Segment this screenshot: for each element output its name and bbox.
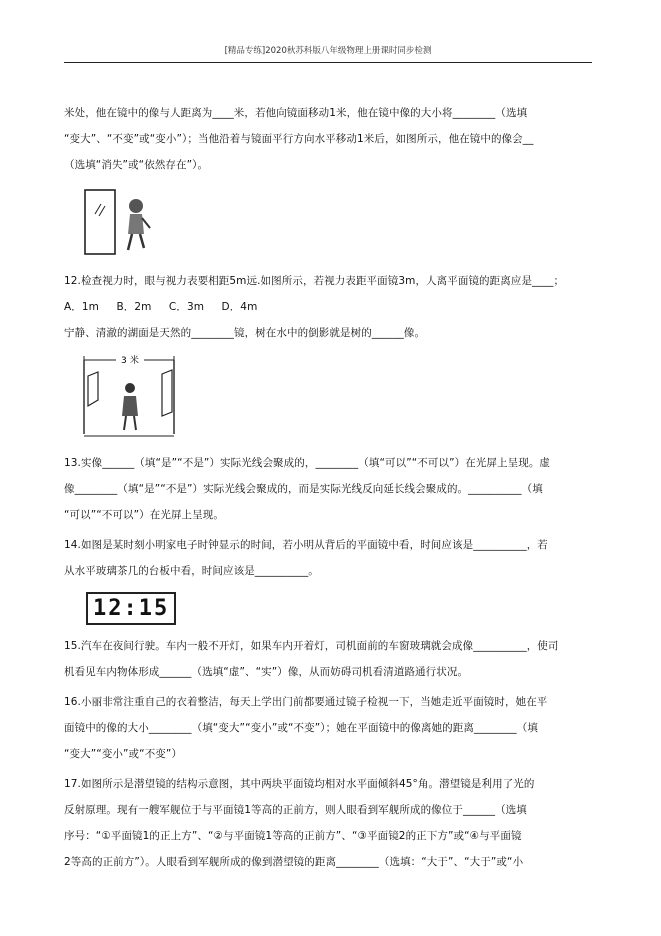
person-head [125,383,135,393]
q16-line-3: “变大”“变小”或“不变”） [64,748,183,760]
distance-label: 3 米 [121,356,139,366]
q13-line-3: “可以”“不可以”）在光屏上呈现。 [64,509,224,521]
person-body [128,214,144,234]
q12-figure [64,350,592,446]
document-body [64,100,592,875]
q12-stem: 12.检查视力时，眼与视力表要相距5m远.如图所示，若视力表距平面镜3m，人离平面镜的距离应是____； [64,275,565,287]
q11-line-3: （选填“消失”或“依然存在”）。 [64,159,209,171]
q14-figure [86,592,592,625]
q17-line-2: 反射原理。现有一艘军舰位于与平面镜1等高的正前方，则人眼看到军舰所成的像位于______（选填 [64,804,527,816]
question-15 [64,633,592,685]
q13-line-2: 像________（填“是”“不是”）实际光线会聚成的，而是实际光线反向延长线会聚成的。__________（填 [64,483,543,495]
q12-option-b: B．2m [116,301,152,313]
header-title: [精品专练]2020秋苏科版八年级物理上册课时同步检测 [224,46,432,56]
q14-line-2: 从水平玻璃茶几的台板中看，时间应该是__________。 [64,565,319,577]
person-body [122,396,138,416]
q12-extra: 宁静、清澈的湖面是天然的________镜，树在水中的倒影就是树的______像。 [64,327,426,339]
eye-chart-shape [88,372,98,406]
question-12 [64,268,592,446]
q17-line-4: 2等高的正前方”）。人眼看到军舰所成的像到潜望镜的距离________（选填：“大于”、“大于”或“小 [64,856,524,868]
question-13 [64,450,592,528]
q13-line-1: 13.实像______（填“是”“不是”）实际光线会聚成的，________（填“可以”“不可以”）在光屏上呈现。虚 [64,457,551,469]
eye-chart-mirror-diagram [64,350,204,442]
q14-line-1: 14.如图是某时刻小明家电子时钟显示的时间，若小明从背后的平面镜中看，时间应该是__________，若 [64,539,548,551]
question-14 [64,532,592,625]
q12-option-d: D．4m [221,301,258,313]
q12-options [64,294,592,320]
q15-line-1: 15.汽车在夜间行驶。车内一般不开灯，如果车内开着灯，司机面前的车窗玻璃就会成像__________，使司 [64,640,559,652]
page-header [64,44,592,63]
person-head [129,199,143,213]
q17-line-1: 17.如图所示是潜望镜的结构示意图，其中两块平面镜均相对水平面倾斜45°角。潜望镜是利用了光的 [64,778,535,790]
q12-option-a: A．1m [64,301,99,313]
q15-line-2: 机看见车内物体形成______（选填“虚”、“实”）像，从而妨碍司机看清道路通行状况。 [64,666,469,678]
mirror-person-illustration [64,184,164,260]
q12-option-c: C．3m [168,301,205,313]
plane-mirror-shape [162,370,172,416]
question-11 [64,100,592,264]
q11-figure [64,184,592,264]
q17-line-3: 序号：“①平面镜1的正上方”、“②与平面镜1等高的正前方”、“③平面镜2的正下方”或“④与平面镜 [64,830,522,842]
question-16 [64,689,592,767]
q11-line-2: “变大”、“不变”或“变小”）；当他沿着与镜面平行方向水平移动1米后，如图所示，他在镜中的像会__ [64,133,534,145]
q16-line-1: 16.小丽非常注重自己的衣着整洁，每天上学出门前都要通过镜子检视一下，当她走近平面镜时，她在平 [64,696,548,708]
q11-line-1: 米处，他在镜中的像与人距离为____米，若他向镜面移动1米，他在镜中像的大小将________（选填 [64,107,528,119]
digital-clock-display: 12:15 [86,592,176,625]
question-17 [64,771,592,875]
mirror-shape [85,190,115,254]
q16-line-2: 面镜中的像的大小________（填“变大”“变小”或“不变”）；她在平面镜中的像离她的距离________（填 [64,722,538,734]
